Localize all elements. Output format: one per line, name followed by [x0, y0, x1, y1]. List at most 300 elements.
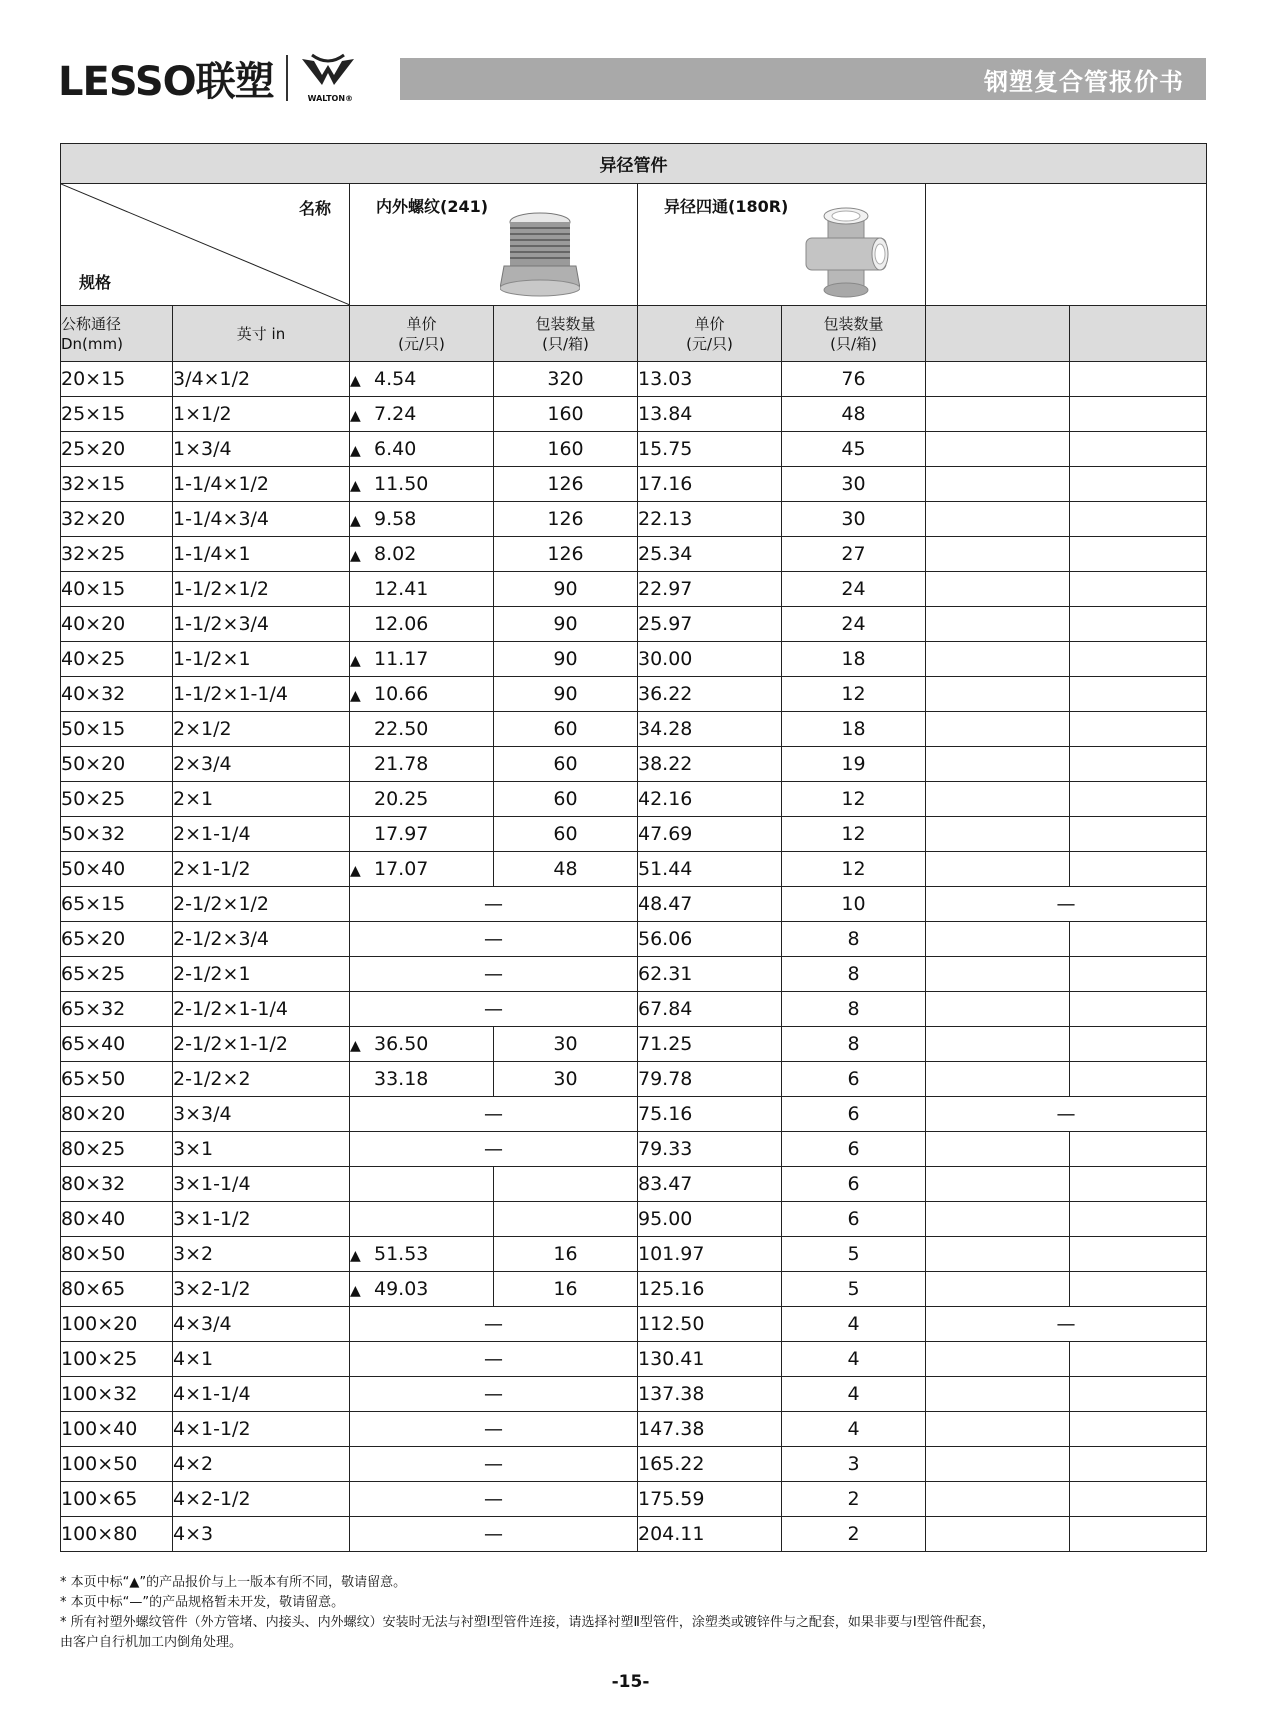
change-triangle-icon: ▲	[350, 863, 361, 879]
empty-cell	[926, 1517, 1070, 1552]
empty-cell	[926, 677, 1070, 712]
empty-cell	[926, 1482, 1070, 1517]
dn-cell: 100×25	[61, 1342, 173, 1377]
col-inch-header: 英寸 in	[173, 306, 350, 362]
pack1-cell: 30	[494, 1062, 638, 1097]
inch-cell: 1-1/2×1/2	[173, 572, 350, 607]
price2-cell: 137.38	[638, 1377, 782, 1412]
inch-cell: 3×1-1/2	[173, 1202, 350, 1237]
dn-cell: 80×25	[61, 1132, 173, 1167]
inch-cell: 3/4×1/2	[173, 362, 350, 397]
empty-cell	[926, 642, 1070, 677]
pack2-cell: 6	[782, 1132, 926, 1167]
col-price1-header: 单价 (元/只)	[350, 306, 494, 362]
empty-cell	[926, 852, 1070, 887]
inch-cell: 1×1/2	[173, 397, 350, 432]
table-row	[61, 1377, 1207, 1412]
price1-value: 51.53	[374, 1243, 429, 1265]
empty-cell	[926, 502, 1070, 537]
empty-cell	[926, 1377, 1070, 1412]
price2-cell: 112.50	[638, 1307, 782, 1342]
dn-cell: 80×50	[61, 1237, 173, 1272]
price2-cell: 47.69	[638, 817, 782, 852]
empty-cell	[926, 1342, 1070, 1377]
price2-cell: 42.16	[638, 782, 782, 817]
pack2-cell: 12	[782, 677, 926, 712]
table-row	[61, 1272, 1207, 1307]
table-row	[61, 992, 1207, 1027]
price1-cell	[350, 1027, 494, 1062]
table-body	[61, 362, 1207, 1552]
table-row	[61, 432, 1207, 467]
price2-cell: 204.11	[638, 1517, 782, 1552]
table-row	[61, 537, 1207, 572]
pack2-cell: 24	[782, 607, 926, 642]
dn-cell: 80×20	[61, 1097, 173, 1132]
price2-cell: 79.78	[638, 1062, 782, 1097]
price1-value: 11.17	[374, 648, 429, 670]
pack2-cell: 8	[782, 957, 926, 992]
empty-cell	[1070, 1342, 1207, 1377]
price1-value: 9.58	[374, 508, 417, 530]
product2-header	[638, 184, 926, 306]
pack2-cell: 4	[782, 1377, 926, 1412]
pack1-cell: 126	[494, 502, 638, 537]
table-row	[61, 607, 1207, 642]
dn-cell: 80×65	[61, 1272, 173, 1307]
empty-cell	[926, 1412, 1070, 1447]
empty-cell	[1070, 992, 1207, 1027]
pack1-cell: 90	[494, 607, 638, 642]
inch-cell: 3×1	[173, 1132, 350, 1167]
document-title-bar	[400, 58, 1206, 100]
change-triangle-icon: ▲	[350, 373, 361, 389]
price1-value: 21.78	[374, 753, 429, 775]
walton-logo-icon	[298, 53, 358, 103]
price1-value: 7.24	[374, 403, 417, 425]
price1-cell	[350, 362, 494, 397]
pack1-cell: 90	[494, 677, 638, 712]
price1-cell	[350, 467, 494, 502]
change-triangle-icon: ▲	[350, 1038, 361, 1054]
unavailable-cell: —	[350, 1412, 638, 1447]
pack2-cell: 12	[782, 782, 926, 817]
empty-cell	[1070, 1027, 1207, 1062]
empty-cell	[926, 1167, 1070, 1202]
dn-cell: 40×15	[61, 572, 173, 607]
unavailable-cell: —	[350, 1517, 638, 1552]
price1-cell	[350, 1167, 494, 1202]
pack2-cell: 4	[782, 1307, 926, 1342]
pack2-cell: 19	[782, 747, 926, 782]
price1-cell	[350, 1237, 494, 1272]
price2-cell: 25.97	[638, 607, 782, 642]
table-row	[61, 1342, 1207, 1377]
table-row	[61, 1202, 1207, 1237]
dn-cell: 65×40	[61, 1027, 173, 1062]
bushing-fitting-icon	[500, 208, 580, 303]
inch-cell: 2×1-1/2	[173, 852, 350, 887]
empty-cell	[1070, 397, 1207, 432]
inch-cell: 2×1/2	[173, 712, 350, 747]
change-triangle-icon: ▲	[350, 478, 361, 494]
table-row	[61, 1062, 1207, 1097]
empty-cell	[926, 957, 1070, 992]
empty-cell	[926, 992, 1070, 1027]
col-pack2-header: 包装数量 (只/箱)	[782, 306, 926, 362]
pack2-cell: 12	[782, 817, 926, 852]
empty-cell	[1070, 467, 1207, 502]
unavailable-cell: —	[350, 1377, 638, 1412]
dn-cell: 32×15	[61, 467, 173, 502]
inch-cell: 1×3/4	[173, 432, 350, 467]
price1-cell	[350, 677, 494, 712]
table-row	[61, 922, 1207, 957]
empty-cell	[926, 922, 1070, 957]
price1-value: 12.06	[374, 613, 429, 635]
dn-cell: 50×25	[61, 782, 173, 817]
corner-header	[61, 184, 350, 306]
pack1-cell: 90	[494, 572, 638, 607]
table-row	[61, 782, 1207, 817]
unavailable-cell: —	[350, 1132, 638, 1167]
inch-cell: 4×3	[173, 1517, 350, 1552]
inch-cell: 1-1/2×1	[173, 642, 350, 677]
price2-cell: 38.22	[638, 747, 782, 782]
table-row	[61, 712, 1207, 747]
price1-value: 4.54	[374, 368, 417, 390]
pack2-cell: 48	[782, 397, 926, 432]
change-triangle-icon: ▲	[350, 513, 361, 529]
inch-cell: 1-1/4×3/4	[173, 502, 350, 537]
col-empty-header-2	[1070, 306, 1207, 362]
pack1-cell: 90	[494, 642, 638, 677]
price1-cell	[350, 747, 494, 782]
price1-cell	[350, 432, 494, 467]
pack2-cell: 27	[782, 537, 926, 572]
table-row	[61, 887, 1207, 922]
empty-cell	[1070, 1377, 1207, 1412]
page-number: -15-	[611, 1672, 650, 1692]
inch-cell: 1-1/2×1-1/4	[173, 677, 350, 712]
table-row	[61, 1097, 1207, 1132]
pack1-cell: 160	[494, 432, 638, 467]
product2-name: 异径四通(180R)	[664, 197, 789, 216]
inch-cell: 2×3/4	[173, 747, 350, 782]
dn-cell: 50×15	[61, 712, 173, 747]
empty-cell	[926, 1132, 1070, 1167]
empty-cell	[926, 572, 1070, 607]
price2-cell: 13.84	[638, 397, 782, 432]
pack1-cell: 48	[494, 852, 638, 887]
empty-cell	[926, 712, 1070, 747]
price2-cell: 101.97	[638, 1237, 782, 1272]
price2-cell: 75.16	[638, 1097, 782, 1132]
price1-cell	[350, 502, 494, 537]
empty-cell	[1070, 1412, 1207, 1447]
dn-cell: 100×40	[61, 1412, 173, 1447]
table-row	[61, 747, 1207, 782]
price1-value: 17.07	[374, 858, 429, 880]
dn-cell: 80×32	[61, 1167, 173, 1202]
empty-cell	[1070, 712, 1207, 747]
document-title: 钢塑复合管报价书	[984, 67, 1184, 96]
pack1-cell: 60	[494, 747, 638, 782]
footnote: * 所有衬塑外螺纹管件（外方管堵、内接头、内外螺纹）安装时无法与衬塑Ⅰ型管件连接，请选择衬塑Ⅱ型管件，涂塑类或镀锌件与之配套，如果非要与Ⅰ型管件配套，	[60, 1615, 995, 1630]
empty-cell	[1070, 677, 1207, 712]
dn-cell: 32×20	[61, 502, 173, 537]
unavailable-cell: —	[926, 887, 1207, 922]
inch-cell: 4×1-1/4	[173, 1377, 350, 1412]
price1-value: 12.41	[374, 578, 429, 600]
empty-cell	[1070, 432, 1207, 467]
inch-cell: 2-1/2×1	[173, 957, 350, 992]
dn-cell: 65×25	[61, 957, 173, 992]
pack1-cell	[494, 1167, 638, 1202]
table-row	[61, 572, 1207, 607]
dn-cell: 25×15	[61, 397, 173, 432]
product1-header	[350, 184, 638, 306]
price2-cell: 125.16	[638, 1272, 782, 1307]
price1-cell	[350, 537, 494, 572]
empty-cell	[1070, 922, 1207, 957]
price2-cell: 175.59	[638, 1482, 782, 1517]
empty-cell	[926, 1272, 1070, 1307]
unavailable-cell: —	[350, 1307, 638, 1342]
empty-cell	[926, 1027, 1070, 1062]
pack2-cell: 30	[782, 502, 926, 537]
product1-name: 内外螺纹(241)	[376, 197, 489, 216]
inch-cell: 1-1/4×1	[173, 537, 350, 572]
table-row	[61, 677, 1207, 712]
dn-cell: 32×25	[61, 537, 173, 572]
dn-cell: 50×20	[61, 747, 173, 782]
price1-value: 22.50	[374, 718, 429, 740]
price1-cell	[350, 712, 494, 747]
inch-cell: 3×3/4	[173, 1097, 350, 1132]
price2-cell: 36.22	[638, 677, 782, 712]
empty-cell	[1070, 1132, 1207, 1167]
pack2-cell: 2	[782, 1517, 926, 1552]
pack1-cell: 16	[494, 1237, 638, 1272]
pack2-cell: 24	[782, 572, 926, 607]
inch-cell: 4×3/4	[173, 1307, 350, 1342]
empty-cell	[1070, 572, 1207, 607]
corner-name-label: 名称	[298, 199, 331, 218]
dn-cell: 65×50	[61, 1062, 173, 1097]
dn-cell: 100×50	[61, 1447, 173, 1482]
empty-cell	[1070, 1202, 1207, 1237]
table-caption: 异径管件	[61, 144, 1207, 184]
price1-value: 11.50	[374, 473, 429, 495]
table-row	[61, 1307, 1207, 1342]
pack1-cell: 60	[494, 782, 638, 817]
price2-cell: 95.00	[638, 1202, 782, 1237]
empty-cell	[1070, 1167, 1207, 1202]
price2-cell: 15.75	[638, 432, 782, 467]
dn-cell: 65×32	[61, 992, 173, 1027]
pack1-cell: 30	[494, 1027, 638, 1062]
table-row	[61, 1412, 1207, 1447]
price1-value: 20.25	[374, 788, 429, 810]
price2-cell: 22.13	[638, 502, 782, 537]
pack2-cell: 45	[782, 432, 926, 467]
price2-cell: 17.16	[638, 467, 782, 502]
unavailable-cell: —	[350, 1342, 638, 1377]
table-row	[61, 1027, 1207, 1062]
empty-cell	[926, 782, 1070, 817]
pack2-cell: 8	[782, 992, 926, 1027]
empty-cell	[1070, 607, 1207, 642]
inch-cell: 4×2-1/2	[173, 1482, 350, 1517]
pack1-cell: 60	[494, 817, 638, 852]
change-triangle-icon: ▲	[350, 443, 361, 459]
price1-cell	[350, 642, 494, 677]
col-empty-header-1	[926, 306, 1070, 362]
inch-cell: 4×1-1/2	[173, 1412, 350, 1447]
empty-cell	[1070, 1482, 1207, 1517]
change-triangle-icon: ▲	[350, 548, 361, 564]
inch-cell: 2×1	[173, 782, 350, 817]
table-row	[61, 362, 1207, 397]
dn-cell: 50×40	[61, 852, 173, 887]
brand-name: LESSO联塑	[58, 58, 274, 105]
price2-cell: 79.33	[638, 1132, 782, 1167]
dn-cell: 25×20	[61, 432, 173, 467]
footnote: 由客户自行机加工内倒角处理。	[60, 1635, 243, 1650]
table-row	[61, 957, 1207, 992]
price2-cell: 62.31	[638, 957, 782, 992]
change-triangle-icon: ▲	[350, 1248, 361, 1264]
price1-cell	[350, 607, 494, 642]
col-pack1-header: 包装数量 (只/箱)	[494, 306, 638, 362]
footnote: * 本页中标“▲”的产品报价与上一版本有所不同，敬请留意。	[60, 1575, 407, 1590]
empty-cell	[926, 467, 1070, 502]
table-row	[61, 1167, 1207, 1202]
col-dn-header: 公称通径 Dn(mm)	[61, 306, 173, 362]
price1-cell	[350, 1062, 494, 1097]
empty-cell	[1070, 1237, 1207, 1272]
empty-cell	[1070, 747, 1207, 782]
pack1-cell: 60	[494, 712, 638, 747]
unavailable-cell: —	[350, 887, 638, 922]
empty-cell	[1070, 1062, 1207, 1097]
empty-cell	[1070, 782, 1207, 817]
price1-cell	[350, 1272, 494, 1307]
price2-cell: 165.22	[638, 1447, 782, 1482]
dn-cell: 50×32	[61, 817, 173, 852]
table-row	[61, 1132, 1207, 1167]
price2-cell: 51.44	[638, 852, 782, 887]
price2-cell: 130.41	[638, 1342, 782, 1377]
pack1-cell: 160	[494, 397, 638, 432]
table-row	[61, 502, 1207, 537]
dn-cell: 100×80	[61, 1517, 173, 1552]
inch-cell: 4×1	[173, 1342, 350, 1377]
pack2-cell: 12	[782, 852, 926, 887]
empty-cell	[1070, 1272, 1207, 1307]
price1-cell	[350, 572, 494, 607]
pack2-cell: 3	[782, 1447, 926, 1482]
pack2-cell: 6	[782, 1062, 926, 1097]
table-row	[61, 642, 1207, 677]
empty-cell	[1070, 957, 1207, 992]
pack2-cell: 6	[782, 1097, 926, 1132]
empty-product-header	[926, 184, 1207, 306]
empty-cell	[1070, 1517, 1207, 1552]
pack2-cell: 2	[782, 1482, 926, 1517]
inch-cell: 2-1/2×1/2	[173, 887, 350, 922]
pack2-cell: 76	[782, 362, 926, 397]
table-row	[61, 1237, 1207, 1272]
table-row	[61, 852, 1207, 887]
corner-spec-label: 规格	[79, 273, 112, 292]
empty-cell	[926, 432, 1070, 467]
dn-cell: 40×20	[61, 607, 173, 642]
dn-cell: 40×32	[61, 677, 173, 712]
price2-cell: 34.28	[638, 712, 782, 747]
price2-cell: 48.47	[638, 887, 782, 922]
inch-cell: 3×1-1/4	[173, 1167, 350, 1202]
pack2-cell: 10	[782, 887, 926, 922]
dn-cell: 65×20	[61, 922, 173, 957]
dn-cell: 100×65	[61, 1482, 173, 1517]
table-row	[61, 1447, 1207, 1482]
empty-cell	[926, 397, 1070, 432]
empty-cell	[926, 607, 1070, 642]
empty-cell	[926, 537, 1070, 572]
change-triangle-icon: ▲	[350, 653, 361, 669]
inch-cell: 2-1/2×1-1/4	[173, 992, 350, 1027]
price2-cell: 83.47	[638, 1167, 782, 1202]
empty-cell	[1070, 502, 1207, 537]
table-row	[61, 1517, 1207, 1552]
table-row	[61, 817, 1207, 852]
empty-cell	[1070, 537, 1207, 572]
unavailable-cell: —	[350, 992, 638, 1027]
price1-value: 6.40	[374, 438, 417, 460]
empty-cell	[926, 817, 1070, 852]
table-row	[61, 467, 1207, 502]
dn-cell: 100×32	[61, 1377, 173, 1412]
inch-cell: 2-1/2×2	[173, 1062, 350, 1097]
pack2-cell: 6	[782, 1202, 926, 1237]
empty-cell	[926, 747, 1070, 782]
price2-cell: 56.06	[638, 922, 782, 957]
price2-cell: 67.84	[638, 992, 782, 1027]
walton-brand-text: WALTON®	[307, 94, 354, 103]
pack2-cell: 4	[782, 1342, 926, 1377]
pack2-cell: 5	[782, 1272, 926, 1307]
pack2-cell: 18	[782, 642, 926, 677]
empty-cell	[926, 1202, 1070, 1237]
price1-value: 10.66	[374, 683, 429, 705]
pack1-cell: 320	[494, 362, 638, 397]
footnote: * 本页中标“—”的产品规格暂未开发，敬请留意。	[60, 1595, 345, 1610]
inch-cell: 1-1/2×3/4	[173, 607, 350, 642]
price1-value: 33.18	[374, 1068, 429, 1090]
pack2-cell: 8	[782, 922, 926, 957]
pack2-cell: 4	[782, 1412, 926, 1447]
reducing-cross-icon	[800, 202, 892, 302]
price1-value: 17.97	[374, 823, 429, 845]
pack2-cell: 5	[782, 1237, 926, 1272]
price2-cell: 22.97	[638, 572, 782, 607]
inch-cell: 3×2-1/2	[173, 1272, 350, 1307]
empty-cell	[1070, 1447, 1207, 1482]
pack2-cell: 8	[782, 1027, 926, 1062]
pack2-cell: 18	[782, 712, 926, 747]
